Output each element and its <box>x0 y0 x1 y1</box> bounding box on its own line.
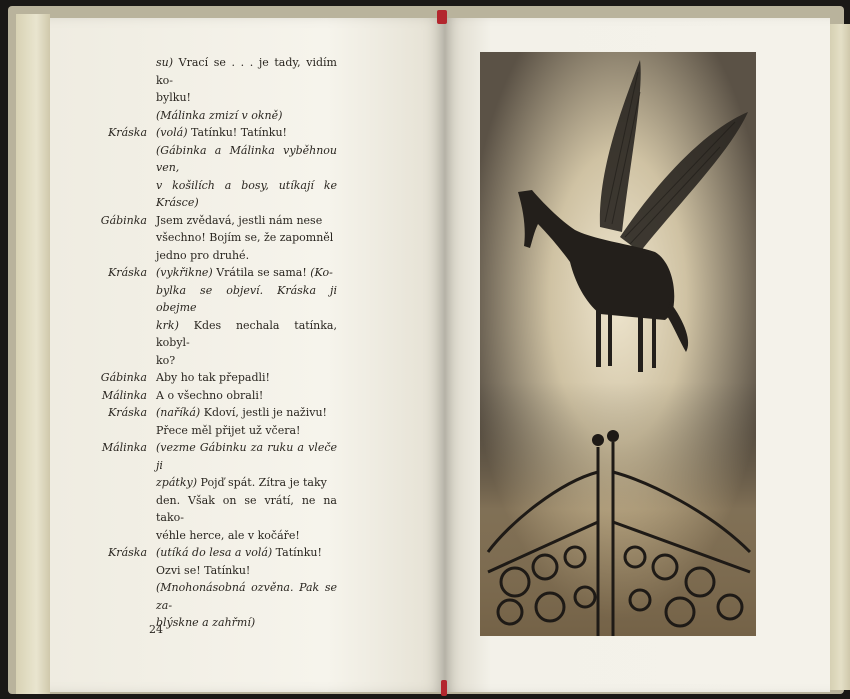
text-line <box>92 89 337 107</box>
line-text <box>156 212 337 230</box>
dialogue: den. Však on se vrátí, ne na tako- <box>156 493 337 524</box>
dialogue: bylku! <box>156 91 191 104</box>
stage-direction: bylka se objeví. Kráska ji obejme <box>156 283 337 314</box>
bookmark-ribbon-top <box>437 10 447 24</box>
line-text <box>156 107 337 125</box>
stage-direction: (Ko- <box>310 266 333 279</box>
speaker-name: Kráska <box>108 546 147 559</box>
line-text <box>156 89 337 107</box>
dialogue: ko? <box>156 353 176 367</box>
line-text <box>156 579 337 614</box>
text-line <box>92 229 337 247</box>
text-line <box>92 474 337 492</box>
speaker-name <box>92 54 156 89</box>
stage-direction: v košilích a bosy, utíkají ke Krásce) <box>156 178 337 209</box>
stage-direction: (Málinka zmizí v okně) <box>156 108 283 122</box>
text-line <box>92 54 337 89</box>
stage-direction: (Mnohonásobná ozvěna. Pak se za- <box>156 581 337 612</box>
line-text <box>156 282 337 317</box>
speaker-name: Málinka <box>101 388 147 402</box>
stage-direction: krk) <box>156 318 179 332</box>
stage-direction: zpátky) <box>156 476 197 489</box>
speaker-name <box>92 282 156 317</box>
dialogue: Kdoví, jestli je naživu! <box>200 406 327 419</box>
line-text <box>156 177 337 212</box>
dialogue: Ozvi se! Tatínku! <box>156 563 251 577</box>
line-text <box>156 229 337 247</box>
left-cover-edge <box>16 14 50 694</box>
line-text <box>156 369 337 387</box>
dialogue: Tatínku! Tatínku! <box>187 126 287 139</box>
line-text <box>156 264 337 282</box>
line-text <box>156 352 337 370</box>
text-line <box>92 369 337 387</box>
stage-direction: (Gábinka a Málinka vyběhnou ven, <box>156 143 337 174</box>
illustration-svg <box>480 52 756 636</box>
text-line <box>92 387 337 405</box>
speaker-name <box>92 177 156 212</box>
dialogue: jedno pro druhé. <box>156 248 250 262</box>
dialogue: Pojď spát. Zítra je taky <box>197 476 327 489</box>
text-line <box>92 124 337 142</box>
speaker-name <box>92 317 156 352</box>
speaker-name: Kráska <box>108 406 147 419</box>
stage-direction: (naříká) <box>156 406 201 419</box>
dialogue: A o všechno obrali! <box>156 388 264 402</box>
speaker-name <box>92 247 156 265</box>
dialogue: Vrací se . . . je tady, vidím ko- <box>156 56 337 87</box>
line-text <box>156 142 337 177</box>
dialogue: Jsem zvědavá, jestli nám nese <box>156 213 323 227</box>
text-line <box>92 562 337 580</box>
text-line <box>92 614 337 632</box>
dialogue: Aby ho tak přepadli! <box>156 371 270 384</box>
speaker-name: Kráska <box>108 266 147 279</box>
stage-direction: (vykřikne) <box>156 266 213 279</box>
line-text <box>156 562 337 580</box>
speaker-name <box>92 562 156 580</box>
text-line <box>92 264 337 282</box>
line-text <box>156 387 337 405</box>
text-line <box>92 107 337 125</box>
speaker-name <box>92 107 156 125</box>
speaker-name: Gábinka <box>100 371 147 384</box>
text-line <box>92 492 337 527</box>
speaker-name: Málinka <box>101 441 147 454</box>
dialogue: Přece měl přijet už včera! <box>156 423 301 437</box>
text-line <box>92 404 337 422</box>
dialogue: Kdes nechala tatínka, kobyl- <box>156 318 337 349</box>
speaker-name <box>92 492 156 527</box>
line-text <box>156 474 337 492</box>
speaker-name <box>92 142 156 177</box>
line-text <box>156 439 337 474</box>
text-line <box>92 352 337 370</box>
bookmark-ribbon-bottom <box>441 680 447 696</box>
line-text <box>156 492 337 527</box>
text-line <box>92 579 337 614</box>
speaker-name: Kráska <box>108 126 147 139</box>
text-line <box>92 439 337 474</box>
text-line <box>92 544 337 562</box>
dialogue: všechno! Bojím se, že zapomněl <box>156 231 334 244</box>
text-line <box>92 527 337 545</box>
speaker-name <box>92 614 156 632</box>
stage-direction: su) <box>156 56 174 69</box>
text-line <box>92 212 337 230</box>
page-number: 24 <box>149 623 163 636</box>
speaker-name <box>92 352 156 370</box>
speaker-name: Gábinka <box>100 213 147 227</box>
speaker-name <box>92 89 156 107</box>
line-text <box>156 317 337 352</box>
line-text <box>156 247 337 265</box>
right-cover-edge <box>830 24 850 690</box>
dialogue: Tatínku! <box>272 546 322 559</box>
speaker-name <box>92 474 156 492</box>
stage-direction: (volá) <box>156 126 188 139</box>
speaker-name <box>92 229 156 247</box>
text-line <box>92 422 337 440</box>
text-line <box>92 177 337 212</box>
dialogue: Vrátila se sama! <box>212 266 311 279</box>
text-line <box>92 142 337 177</box>
speaker-name <box>92 527 156 545</box>
line-text <box>156 54 337 89</box>
line-text <box>156 544 337 562</box>
line-text <box>156 527 337 545</box>
dialogue: véhle herce, ale v kočáře! <box>156 528 300 542</box>
text-line <box>92 317 337 352</box>
stage-direction: (vezme Gábinku za ruku a vleče ji <box>156 441 337 472</box>
text-line <box>92 282 337 317</box>
line-text <box>156 422 337 440</box>
winged-horse-illustration <box>480 52 756 636</box>
line-text <box>156 124 337 142</box>
line-text <box>156 404 337 422</box>
stage-direction: (utíká do lesa a volá) <box>156 546 273 559</box>
play-text <box>92 54 337 632</box>
stage-direction: blýskne a zahřmí) <box>156 616 256 629</box>
line-text <box>156 614 337 632</box>
text-line <box>92 247 337 265</box>
speaker-name <box>92 579 156 614</box>
speaker-name <box>92 422 156 440</box>
